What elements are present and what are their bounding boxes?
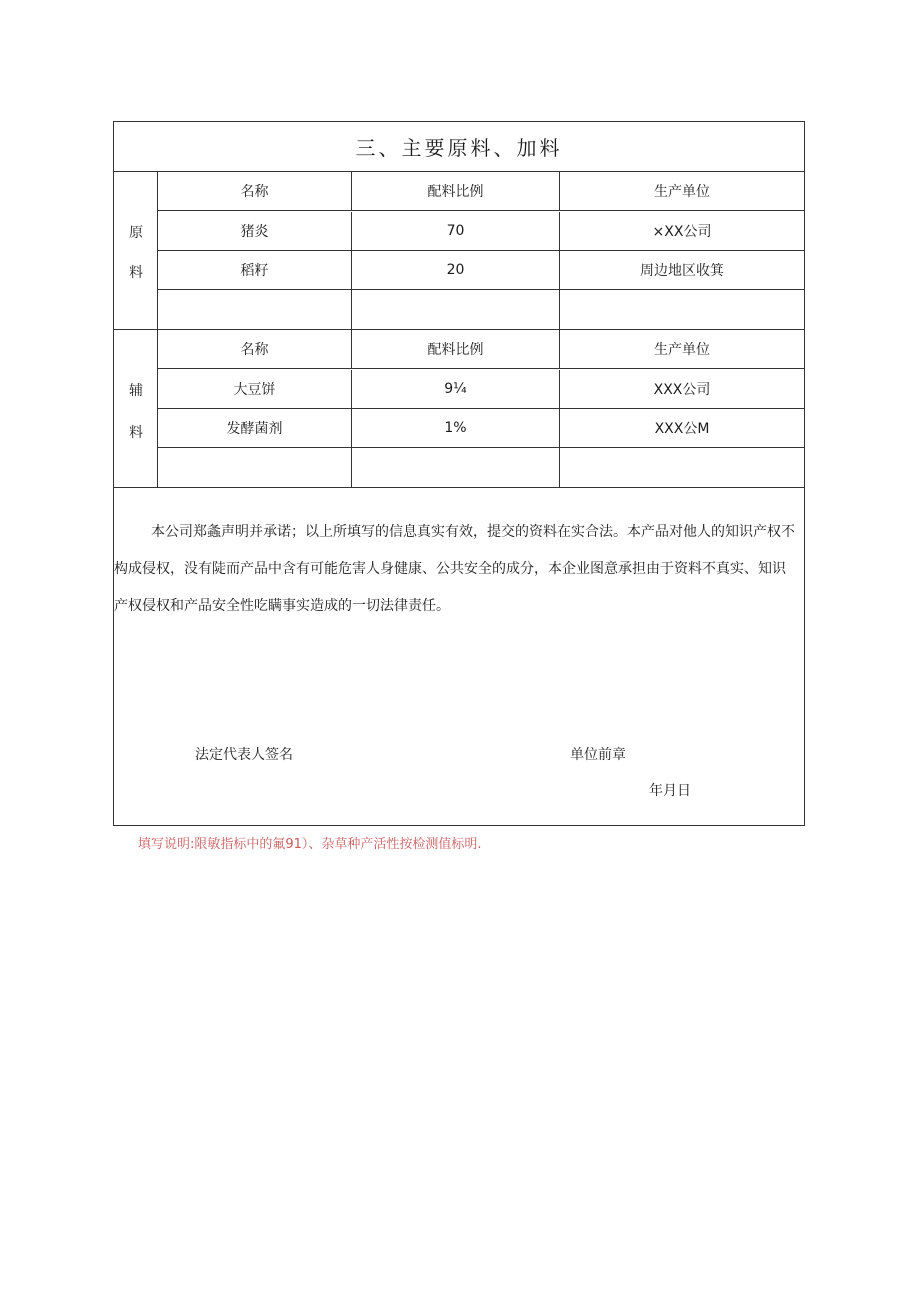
aux-side-char-2: 料	[129, 425, 143, 441]
table-row	[158, 212, 804, 251]
ingredient-producer: ×XX公司	[652, 224, 712, 240]
header-name: 名称	[158, 172, 352, 210]
table-row	[158, 370, 804, 409]
ingredients-form	[113, 121, 805, 826]
declaration-section	[114, 488, 804, 827]
header-name: 名称	[158, 330, 352, 368]
ingredient-name: 发酵菌剂	[158, 409, 352, 447]
raw-side-char-1: 原	[129, 225, 143, 241]
fill-instructions-note: 填写说明:限敏指标中的氟91）、杂草种产活性按检测值标明.	[138, 837, 482, 852]
ingredient-producer	[560, 290, 804, 329]
ingredient-producer	[560, 448, 804, 487]
ingredient-name: 猪炎	[158, 212, 352, 250]
ingredient-ratio: 70	[352, 212, 560, 250]
table-row-empty	[158, 448, 804, 487]
ingredient-ratio	[352, 290, 560, 329]
date-label: 年月日	[649, 783, 691, 799]
ingredient-ratio: 1%	[352, 409, 560, 447]
raw-materials-section	[114, 172, 804, 330]
aux-materials-section	[114, 330, 804, 488]
ingredient-name: 大豆饼	[158, 370, 352, 408]
ingredient-name	[158, 290, 352, 329]
raw-side-char-2: 料	[129, 265, 143, 281]
header-ratio: 配料比例	[352, 172, 560, 210]
raw-side-label	[114, 172, 158, 329]
signature-label: 法定代表人签名	[195, 747, 293, 763]
declaration-text: 本公司郑螽声明并承诺；以上所填写的信息真实有效，提交的资料在实合法。本产品对他人的知识产权不构成侵权，没有陡而产品中含有可能危害人身健康、公共安全的成分，本企业图意承担由于资料不真实、知识产权侵权和产品安全性吃瞒事实造成的一切法律责任。	[114, 524, 795, 614]
table-row-empty	[158, 290, 804, 329]
ingredient-ratio: 9¼	[352, 370, 560, 408]
ingredient-ratio: 20	[352, 251, 560, 289]
seal-label: 单位前章	[570, 747, 626, 763]
ingredient-name: 稻籽	[158, 251, 352, 289]
ingredient-producer: XXX公M	[654, 421, 710, 437]
table-row	[158, 409, 804, 448]
aux-side-char-1: 辅	[129, 383, 143, 399]
form-title: 三、主要原料、加料	[114, 122, 804, 172]
ingredient-producer: XXX公司	[653, 382, 711, 398]
aux-header-row	[158, 330, 804, 369]
table-row	[158, 251, 804, 290]
header-producer: 生产单位	[654, 184, 710, 200]
header-ratio: 配料比例	[352, 330, 560, 368]
header-producer: 生产单位	[654, 342, 710, 358]
aux-side-label	[114, 330, 158, 487]
ingredient-producer: 周边地区收箕	[640, 263, 724, 279]
ingredient-ratio	[352, 448, 560, 487]
raw-header-row	[158, 172, 804, 211]
ingredient-name	[158, 448, 352, 487]
